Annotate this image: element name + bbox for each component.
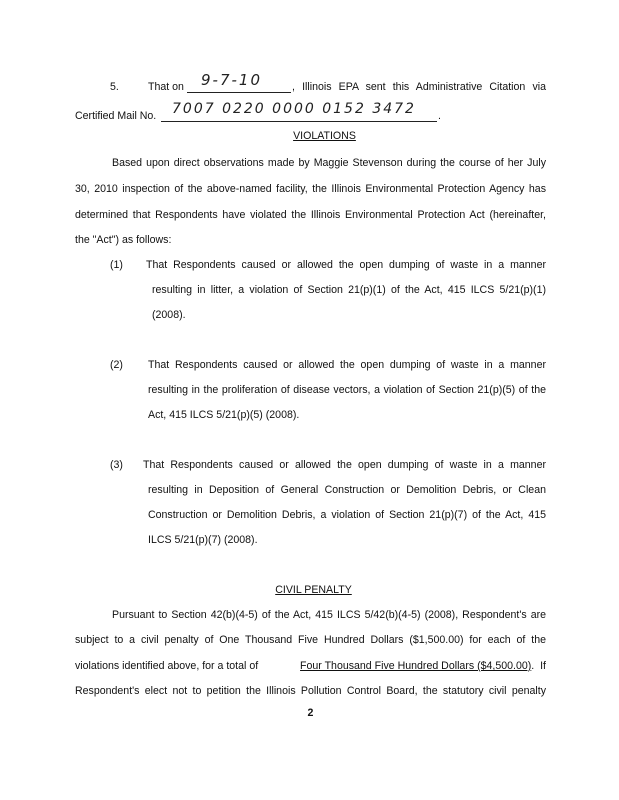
violations-heading: VIOLATIONS — [293, 130, 356, 142]
item5-tail: , Illinois EPA sent this Administrative Citation via — [292, 81, 546, 93]
violation-3-line-2: resulting in Deposition of General Construction or Demolition Debris, or Clean — [148, 484, 546, 496]
penalty-line-2: subject to a civil penalty of One Thousand Five Hundred Dollars ($1,500.00) for each of the — [75, 634, 546, 646]
penalty-total: Four Thousand Five Hundred Dollars ($4,500.00) — [300, 660, 532, 672]
civil-penalty-heading: CIVIL PENALTY — [275, 584, 352, 596]
mail-number-period: . — [438, 110, 441, 122]
violation-3-number: (3) — [110, 459, 123, 471]
intro-line-1 — [75, 156, 546, 170]
intro-line-3: determined that Respondents have violated the Illinois Environmental Protection Act (hereinafter, — [75, 209, 546, 221]
page-number: 2 — [307, 707, 314, 719]
violation-1-line-2: resulting in litter, a violation of Section 21(p)(1) of the Act, 415 ILCS 5/21(p)(1) — [152, 284, 546, 296]
violation-3-line-3: Construction or Demolition Debris, a violation of Section 21(p)(7) of the Act, 415 — [148, 509, 546, 521]
date-underline — [187, 92, 291, 93]
violation-2-line-1: That Respondents caused or allowed the open dumping of waste in a manner — [148, 359, 546, 371]
intro-line-1-text: Based upon direct observations made by Maggie Stevenson during the course of her July — [112, 157, 546, 169]
violation-1-line-1: That Respondents caused or allowed the open dumping of waste in a manner — [146, 259, 546, 271]
violation-2-line-2: resulting in the proliferation of disease vectors, a violation of Section 21(p)(5) of the — [148, 384, 546, 396]
item5-lead: That on — [148, 81, 184, 93]
intro-line-4: the "Act") as follows: — [75, 234, 172, 246]
item5-number: 5. — [110, 81, 119, 93]
violation-2-line-3: Act, 415 ILCS 5/21(p)(5) (2008). — [148, 409, 300, 421]
certified-mail-label: Certified Mail No. — [75, 110, 157, 122]
violation-2-number: (2) — [110, 359, 123, 371]
violation-3-line-1: That Respondents caused or allowed the open dumping of waste in a manner — [143, 459, 546, 471]
penalty-line-3-pre: violations identified above, for a total of — [75, 660, 262, 672]
handwritten-mail-number: 7007 0220 0000 0152 3472 — [172, 101, 416, 117]
penalty-line-1: Pursuant to Section 42(b)(4-5) of the Act, 415 ILCS 5/42(b)(4-5) (2008), Respondent's are — [112, 609, 546, 621]
penalty-line-3 — [75, 659, 546, 673]
violation-1-number: (1) — [110, 259, 123, 271]
handwritten-date: 9-7-10 — [201, 71, 262, 89]
intro-line-2: 30, 2010 inspection of the above-named facility, the Illinois Environmental Protection Agency has — [75, 183, 546, 195]
violation-1-line-3: (2008). — [152, 309, 186, 321]
mail-number-underline — [161, 121, 437, 122]
penalty-line-3-post: . If — [531, 660, 546, 672]
violation-3-line-4: ILCS 5/21(p)(7) (2008). — [148, 534, 258, 546]
penalty-line-4: Respondent's elect not to petition the Illinois Pollution Control Board, the statutory civil penalty — [75, 685, 546, 697]
